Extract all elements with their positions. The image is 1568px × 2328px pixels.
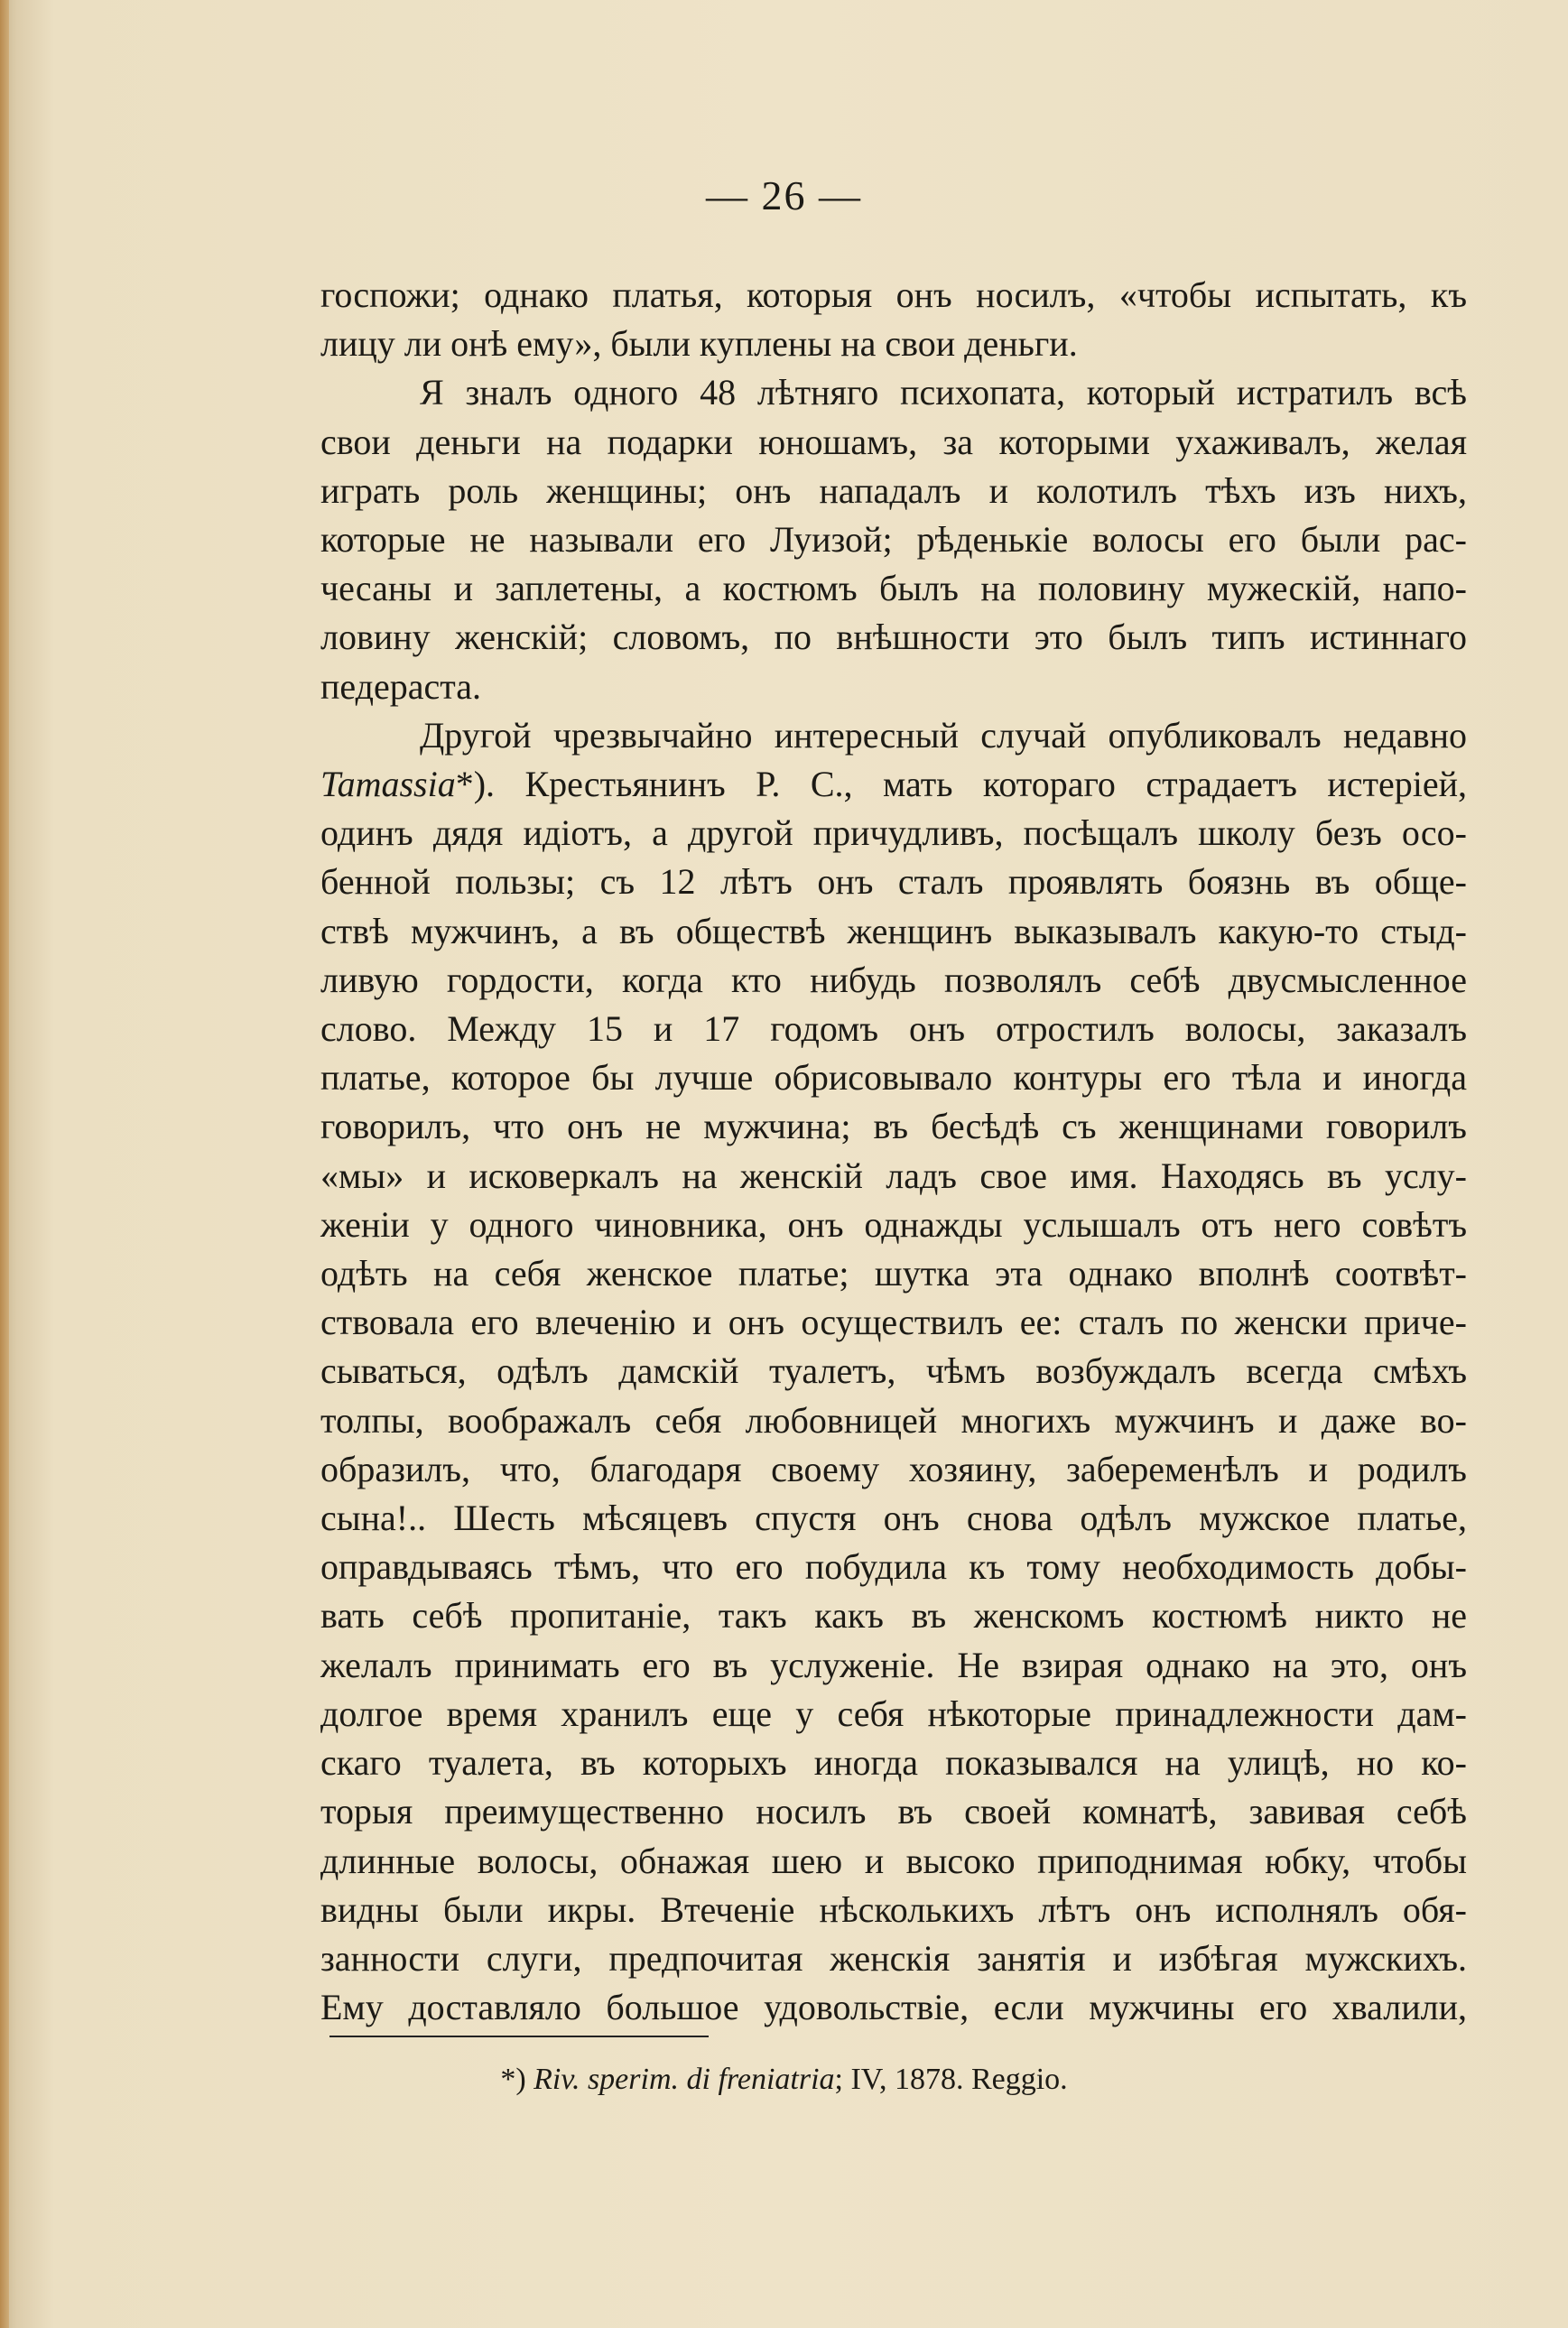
text-line: скаго туалета, въ которыхъ иногда показывался на улицѣ, но ко- <box>320 1742 1467 1784</box>
text-line: Я зналъ одного 48 лѣтняго психопата, который истратилъ всѣ <box>420 372 1467 413</box>
text-line: женіи у одного чиновника, онъ однажды услышалъ отъ него совѣтъ <box>320 1203 1467 1245</box>
body-text <box>320 271 1467 2032</box>
text-line: одѣть на себя женское платье; шутка эта однако вполнѣ соотвѣт- <box>320 1253 1467 1294</box>
footnote-source: Riv. sperim. di freniatria <box>533 2063 835 2096</box>
text-line: бенной пользы; съ 12 лѣтъ онъ сталъ проявлять боязнь въ обще- <box>320 861 1467 903</box>
text-line: оправдываясь тѣмъ, что его побудила къ тому необходимость добы- <box>320 1546 1467 1588</box>
text-line: говорилъ, что онъ не мужчина; въ бесѣдѣ съ женщинами говорилъ <box>320 1106 1467 1147</box>
text-line: Ему доставляло большое удовольствіе, если мужчины его хвалили, <box>320 1987 1467 2028</box>
text-line <box>320 760 1467 809</box>
text-line: желалъ принимать его въ услуженіе. Не взирая однако на это, онъ <box>320 1644 1467 1685</box>
text-line: ствѣ мужчинъ, а въ обществѣ женщинъ выказывалъ какую-то стыд- <box>320 910 1467 951</box>
author-name: Tamassia <box>320 764 456 805</box>
paragraph-2 <box>320 368 1467 710</box>
text-line: ловину женскій; словомъ, по внѣшности это былъ типъ истиннаго <box>320 617 1467 658</box>
text-line: ливую гордости, когда кто нибудь позволялъ себѣ двусмысленное <box>320 959 1467 1000</box>
text-line: образилъ, что, благодаря своему хозяину, забеременѣлъ и родилъ <box>320 1448 1467 1489</box>
page-number: — 26 — <box>706 172 862 218</box>
footnote-rule <box>329 2036 709 2037</box>
paragraph-3 <box>320 711 1467 2032</box>
text-line: занности слуги, предпочитая женскія занятія и избѣгая мужскихъ. <box>320 1937 1467 1979</box>
text-fragment: *). Крестьянинъ Р. С., мать котораго страдаетъ истеріей, <box>455 764 1467 805</box>
paragraph-1 <box>320 271 1467 368</box>
footnote-marker: *) <box>500 2063 526 2096</box>
footnote <box>0 2063 1568 2097</box>
text-line: платье, которое бы лучше обрисовывало контуры его тѣла и иногда <box>320 1057 1467 1099</box>
text-line: видны были икры. Втеченіе нѣсколькихъ лѣтъ онъ исполнялъ обя- <box>320 1888 1467 1930</box>
text-line: свои деньги на подарки юношамъ, за которыми ухаживалъ, желая <box>320 421 1467 462</box>
text-line: длинные волосы, обнажая шею и высоко приподнимая юбку, чтобы <box>320 1840 1467 1881</box>
text-line: слово. Между 15 и 17 годомъ онъ отростилъ волосы, заказалъ <box>320 1008 1467 1050</box>
text-line: педераста. <box>320 665 481 707</box>
text-line: сына!.. Шесть мѣсяцевъ спустя онъ снова одѣлъ мужское платье, <box>320 1498 1467 1539</box>
text-line: ствовала его влеченію и онъ осуществилъ ее: сталъ по женски приче- <box>320 1302 1467 1343</box>
text-line: играть роль женщины; онъ нападалъ и колотилъ тѣхъ изъ нихъ, <box>320 469 1467 511</box>
text-line: которые не называли его Луизой; рѣденькіе волосы его были рас- <box>320 519 1467 561</box>
text-line: лицу ли онѣ ему», были куплены на свои деньги. <box>320 323 1078 365</box>
text-line: чесаны и заплетены, а костюмъ былъ на половину мужескій, напо- <box>320 568 1467 609</box>
text-line: долгое время хранилъ еще у себя нѣкоторые принадлежности дам- <box>320 1693 1467 1734</box>
text-line: Другой чрезвычайно интересный случай опубликовалъ недавно <box>420 714 1467 756</box>
text-line: толпы, воображалъ себя любовницей многихъ мужчинъ и даже во- <box>320 1399 1467 1441</box>
text-line: торыя преимущественно носилъ въ своей комнатѣ, завивая себѣ <box>320 1791 1467 1832</box>
text-line: сываться, одѣлъ дамскій туалетъ, чѣмъ возбуждалъ всегда смѣхъ <box>320 1350 1467 1392</box>
text-line: одинъ дядя идіотъ, а другой причудливъ, посѣщалъ школу безъ осо- <box>320 812 1467 854</box>
text-line: госпожи; однако платья, которыя онъ носилъ, «чтобы испытать, къ <box>320 274 1467 315</box>
page-spine-edge <box>0 0 9 2328</box>
text-line: «мы» и исковеркалъ на женскій ладъ свое имя. Находясь въ услу- <box>320 1155 1467 1196</box>
text-line: вать себѣ пропитаніе, такъ какъ въ женскомъ костюмѣ никто не <box>320 1595 1467 1637</box>
footnote-details: ; IV, 1878. Reggio. <box>834 2063 1068 2096</box>
